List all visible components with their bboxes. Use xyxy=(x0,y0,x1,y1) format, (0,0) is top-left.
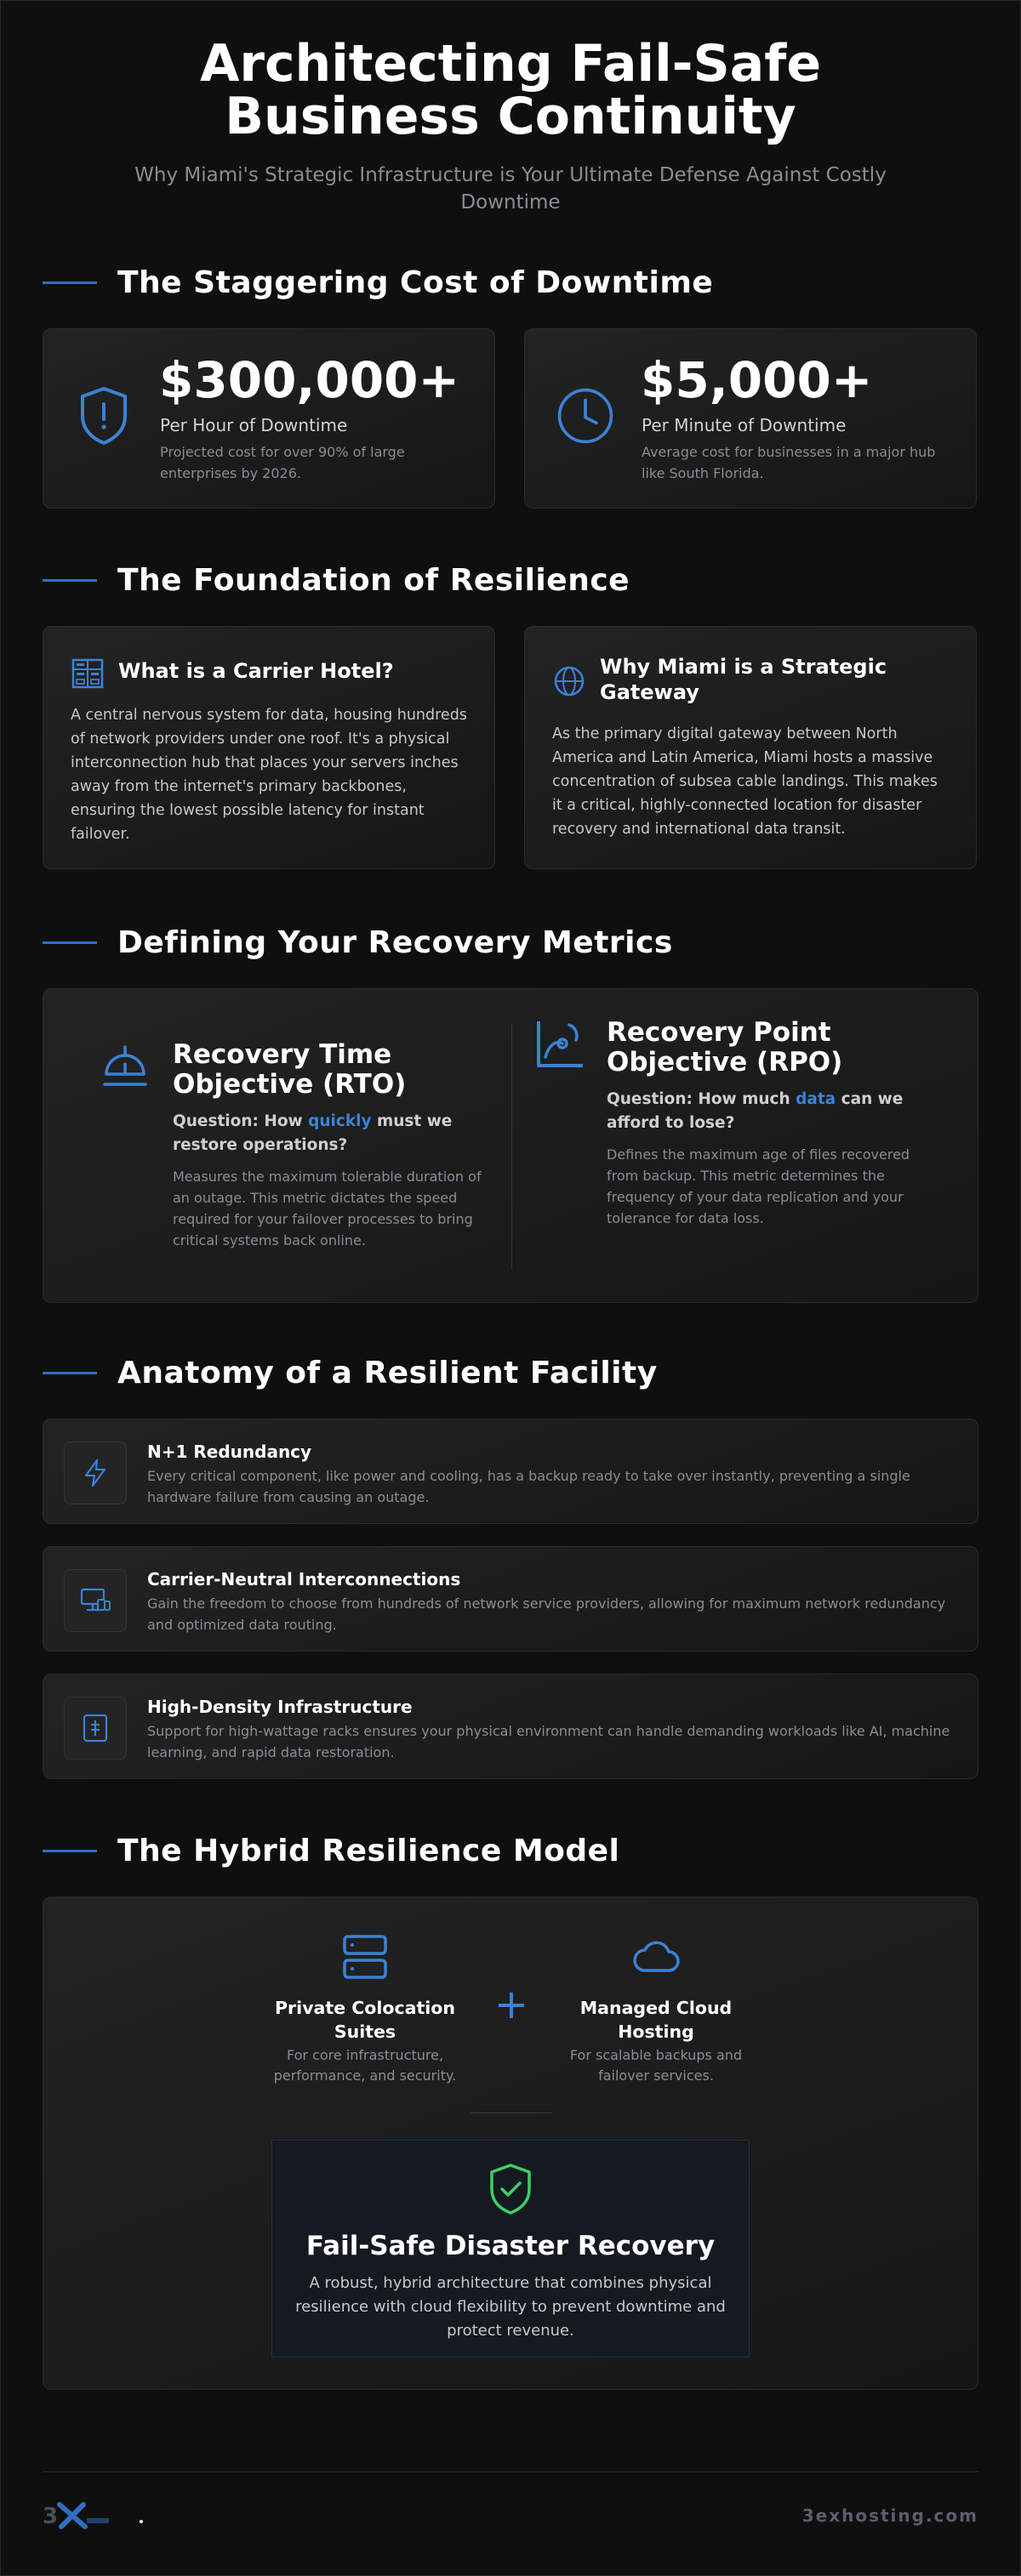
section-heading-hybrid xyxy=(43,1832,619,1869)
hybrid-title: Managed Cloud Hosting xyxy=(579,1998,733,2042)
section-heading-anatomy xyxy=(43,1354,658,1391)
feature-title: N+1 Redundancy xyxy=(147,1442,312,1462)
section-title: The Foundation of Resilience xyxy=(117,562,630,598)
foundation-body: As the primary digital gateway between North America and Latin America, Miami hosts a massive concentration of subsea cable landings. This makes it a critical, highly-connected location for disaster recovery and international data transit. xyxy=(552,725,938,838)
globe-icon xyxy=(552,664,586,698)
plus-icon: + xyxy=(493,1981,529,2028)
foundation-card-miami xyxy=(524,626,977,869)
shield-alert-icon xyxy=(74,384,134,448)
server-icon xyxy=(339,1931,391,1982)
section-accent-bar xyxy=(43,579,97,582)
page-subtitle: Why Miami's Strategic Infrastructure is Your Ultimate Defense Against Costly Downtime xyxy=(134,164,887,213)
section-title: Defining Your Recovery Metrics xyxy=(117,924,673,960)
feature-icon-box xyxy=(64,1697,127,1760)
hybrid-title: Private Colocation Suites xyxy=(275,1998,455,2042)
feature-title: Carrier-Neutral Interconnections xyxy=(147,1569,461,1589)
svg-text:3: 3 xyxy=(43,2504,59,2529)
result-description: A robust, hybrid architecture that combines physical resilience with cloud flexibility to prevent downtime and protect revenue. xyxy=(295,2274,726,2340)
stopwatch-icon xyxy=(100,1040,151,1096)
result-title: Fail-Safe Disaster Recovery xyxy=(305,2231,716,2261)
section-accent-bar xyxy=(43,281,97,284)
metric-title: Recovery Time Objective (RTO) xyxy=(173,1039,407,1100)
hybrid-description: For core infrastructure, performance, and security. xyxy=(273,2047,457,2084)
hybrid-result-box xyxy=(271,2140,750,2357)
metric-title: Recovery Point Objective (RPO) xyxy=(607,1017,843,1078)
hybrid-description: For scalable backups and failover services. xyxy=(569,2047,743,2084)
foundation-title: Why Miami is a Strategic Gateway xyxy=(600,655,887,704)
foundation-body: A central nervous system for data, housing hundreds of network providers under one roof. It's a physical interconnection hub that places your servers inches away from the internet's primary backbones, ensuring the lowest possible latency for instant failover. xyxy=(71,707,467,843)
chart-restore-icon xyxy=(535,1018,586,1074)
feature-title: High-Density Infrastructure xyxy=(147,1697,413,1717)
section-heading-cost xyxy=(43,264,713,301)
rack-icon xyxy=(80,1713,111,1743)
section-accent-bar xyxy=(43,941,97,944)
section-title: The Staggering Cost of Downtime xyxy=(117,264,714,300)
lightning-icon xyxy=(80,1458,111,1488)
feature-item xyxy=(43,1674,978,1779)
metric-question: Question: How quickly must we restore operations? xyxy=(173,1112,453,1154)
metric-description: Measures the maximum tolerable duration of an outage. This metric dictates the speed required for your failover processes to bring critical systems back online. xyxy=(173,1169,482,1248)
section-title: Anatomy of a Resilient Facility xyxy=(117,1355,658,1390)
feature-icon-box xyxy=(64,1442,127,1504)
metrics-divider xyxy=(511,1023,512,1270)
page-title: Architecting Fail-Safe Business Continuity xyxy=(199,34,822,146)
feature-description: Gain the freedom to choose from hundreds of network service providers, allowing for maximum network redundancy and optimized data routing. xyxy=(147,1595,946,1633)
section-accent-bar xyxy=(43,1372,97,1374)
hybrid-model-card xyxy=(43,1896,978,2390)
brand-logo[interactable] xyxy=(43,2498,153,2532)
page-header xyxy=(0,34,1021,216)
foundation-title: What is a Carrier Hotel? xyxy=(118,659,394,683)
cost-card-minute xyxy=(524,328,977,509)
shield-check-icon xyxy=(485,2161,536,2217)
cost-unit: Per Minute of Downtime xyxy=(642,415,847,435)
section-heading-metrics xyxy=(43,924,673,961)
feature-description: Support for high-wattage racks ensures your physical environment can handle demanding workloads like AI, machine learning, and rapid data restoration. xyxy=(147,1723,950,1760)
foundation-card-carrier-hotel xyxy=(43,626,495,869)
feature-item xyxy=(43,1546,978,1652)
clock-icon xyxy=(556,384,615,448)
cost-value: $300,000+ xyxy=(159,351,460,409)
section-accent-bar xyxy=(43,1850,97,1852)
metric-description: Defines the maximum age of files recovered from backup. This metric determines the frequency of your data replication and your tolerance for data loss. xyxy=(607,1146,910,1226)
cost-unit: Per Hour of Downtime xyxy=(160,415,348,435)
section-heading-foundation xyxy=(43,561,630,599)
building-icon xyxy=(71,657,105,691)
cost-description: Projected cost for over 90% of large enterprises by 2026. xyxy=(160,444,405,481)
feature-icon-box xyxy=(64,1569,127,1632)
cost-value: $5,000+ xyxy=(641,351,873,409)
feature-item xyxy=(43,1419,978,1524)
section-title: The Hybrid Resilience Model xyxy=(117,1833,620,1868)
recovery-metrics-card xyxy=(43,988,978,1303)
footer-divider xyxy=(43,2471,978,2472)
metric-question: Question: How much data can we afford to lose? xyxy=(607,1090,904,1132)
footer-website[interactable]: 3exhosting.com xyxy=(801,2505,978,2526)
cloud-icon xyxy=(630,1931,682,1982)
feature-description: Every critical component, like power and cooling, has a backup ready to take over instantly, preventing a single hardware failure from causing an outage. xyxy=(147,1468,910,1505)
hybrid-cloud xyxy=(554,1931,758,2086)
cost-card-hourly xyxy=(43,328,495,509)
network-icon xyxy=(79,1585,111,1616)
cost-description: Average cost for businesses in a major hub like South Florida. xyxy=(642,444,936,481)
hybrid-colocation xyxy=(263,1931,467,2086)
